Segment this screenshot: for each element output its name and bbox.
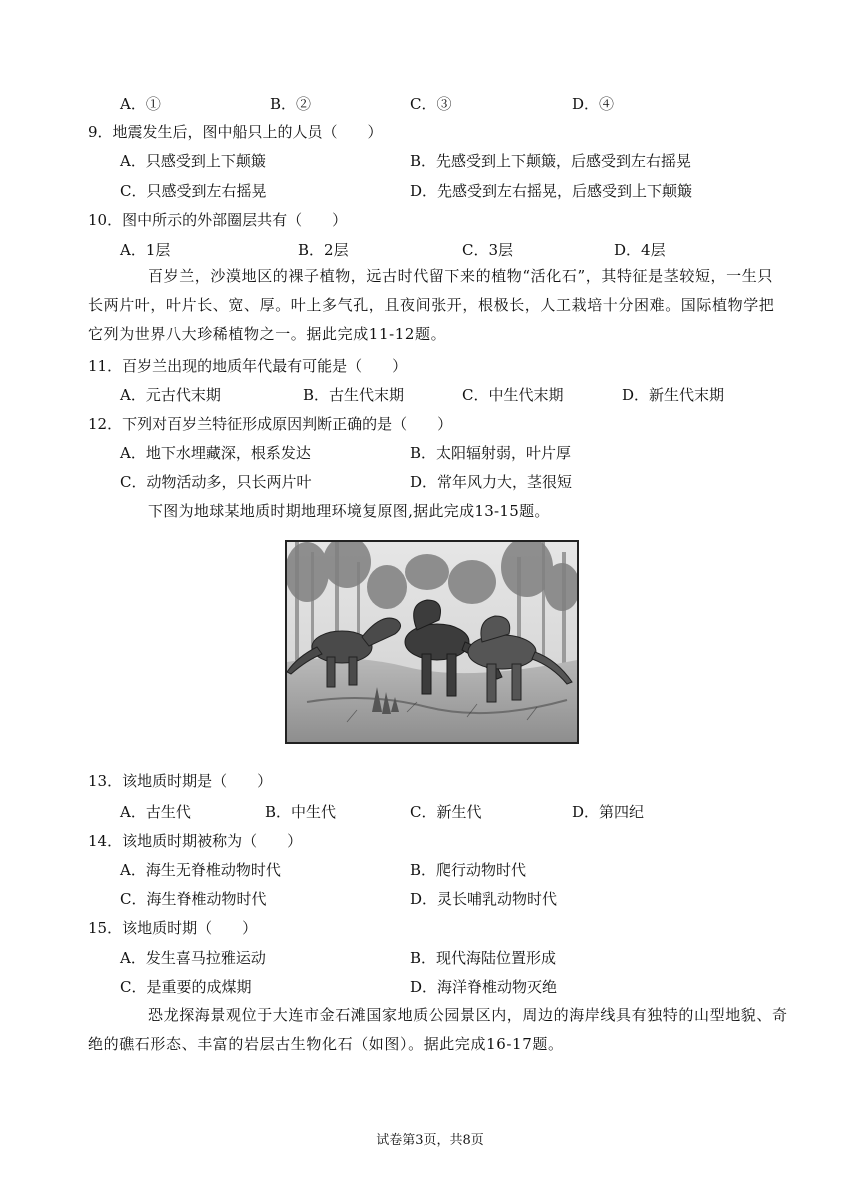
dinosaur-illustration [285, 540, 579, 744]
q11-option-d: D．新生代末期 [622, 386, 725, 404]
q9-stem: 9．地震发生后，图中船只上的人员（ ） [88, 123, 383, 141]
page-footer: 试卷第3页，共8页 [376, 1133, 484, 1148]
passage-dinosaur-seaview: 恐龙探海景观位于大连市金石滩国家地质公园景区内，周边的海岸线具有独特的山型地貌、奇绝的礁石形态、丰富的岩层古生物化石（如图）。据此完成16-17题。 [88, 1006, 788, 1053]
q8-option-a: A．① [120, 95, 161, 113]
q14-stem: 14．该地质时期被称为（ ） [88, 832, 303, 850]
q13-option-d: D．第四纪 [572, 803, 645, 821]
passage-figure-intro: 下图为地球某地质时期地理环境复原图,据此完成13-15题。 [148, 502, 550, 520]
q12-option-a: A．地下水埋藏深，根系发达 [120, 444, 311, 462]
q13-stem: 13．该地质时期是（ ） [88, 772, 273, 790]
q12-option-c: C．动物活动多，只长两片叶 [120, 473, 312, 491]
q12-option-d: D．常年风力大，茎很短 [410, 473, 573, 491]
q10-option-a: A．1层 [120, 241, 171, 259]
q10-option-d: D．4层 [614, 241, 666, 259]
q14-option-b: B．爬行动物时代 [410, 861, 527, 879]
q8-option-c: C．③ [410, 95, 452, 113]
q14-option-c: C．海生脊椎动物时代 [120, 890, 267, 908]
q11-option-c: C．中生代末期 [462, 386, 564, 404]
q8-option-d: D．④ [572, 95, 615, 113]
q14-option-a: A．海生无脊椎动物时代 [120, 861, 281, 879]
q11-option-a: A．元古代末期 [120, 386, 221, 404]
q9-option-a: A．只感受到上下颠簸 [120, 152, 266, 170]
q10-option-c: C．3层 [462, 241, 514, 259]
q15-option-b: B．现代海陆位置形成 [410, 949, 557, 967]
q12-option-b: B．太阳辐射弱，叶片厚 [410, 444, 572, 462]
q13-option-b: B．中生代 [265, 803, 337, 821]
q9-option-c: C．只感受到左右摇晃 [120, 182, 267, 200]
q15-stem: 15．该地质时期（ ） [88, 919, 258, 937]
q15-option-a: A．发生喜马拉雅运动 [120, 949, 266, 967]
q11-stem: 11．百岁兰出现的地质年代最有可能是（ ） [88, 357, 408, 375]
q9-option-d: D．先感受到左右摇晃，后感受到上下颠簸 [410, 182, 693, 200]
q13-option-a: A．古生代 [120, 803, 191, 821]
q11-option-b: B．古生代末期 [303, 386, 405, 404]
q10-stem: 10．图中所示的外部圈层共有（ ） [88, 211, 348, 229]
q14-option-d: D．灵长哺乳动物时代 [410, 890, 558, 908]
q15-option-d: D．海洋脊椎动物灭绝 [410, 978, 558, 996]
q13-option-c: C．新生代 [410, 803, 482, 821]
passage-welwitschia: 百岁兰，沙漠地区的裸子植物，远古时代留下来的植物“活化石”，其特征是茎较短，一生只长两片叶，叶片长、宽、厚。叶上多气孔，且夜间张开，根极长，人工栽培十分困难。国际植物学把它列为世界八大珍稀植物之一。据此完成11-12题。 [88, 267, 775, 343]
q12-stem: 12．下列对百岁兰特征形成原因判断正确的是（ ） [88, 415, 453, 433]
q10-option-b: B．2层 [298, 241, 349, 259]
q8-option-b: B．② [270, 95, 312, 113]
q9-option-b: B．先感受到上下颠簸，后感受到左右摇晃 [410, 152, 692, 170]
q15-option-c: C．是重要的成煤期 [120, 978, 252, 996]
